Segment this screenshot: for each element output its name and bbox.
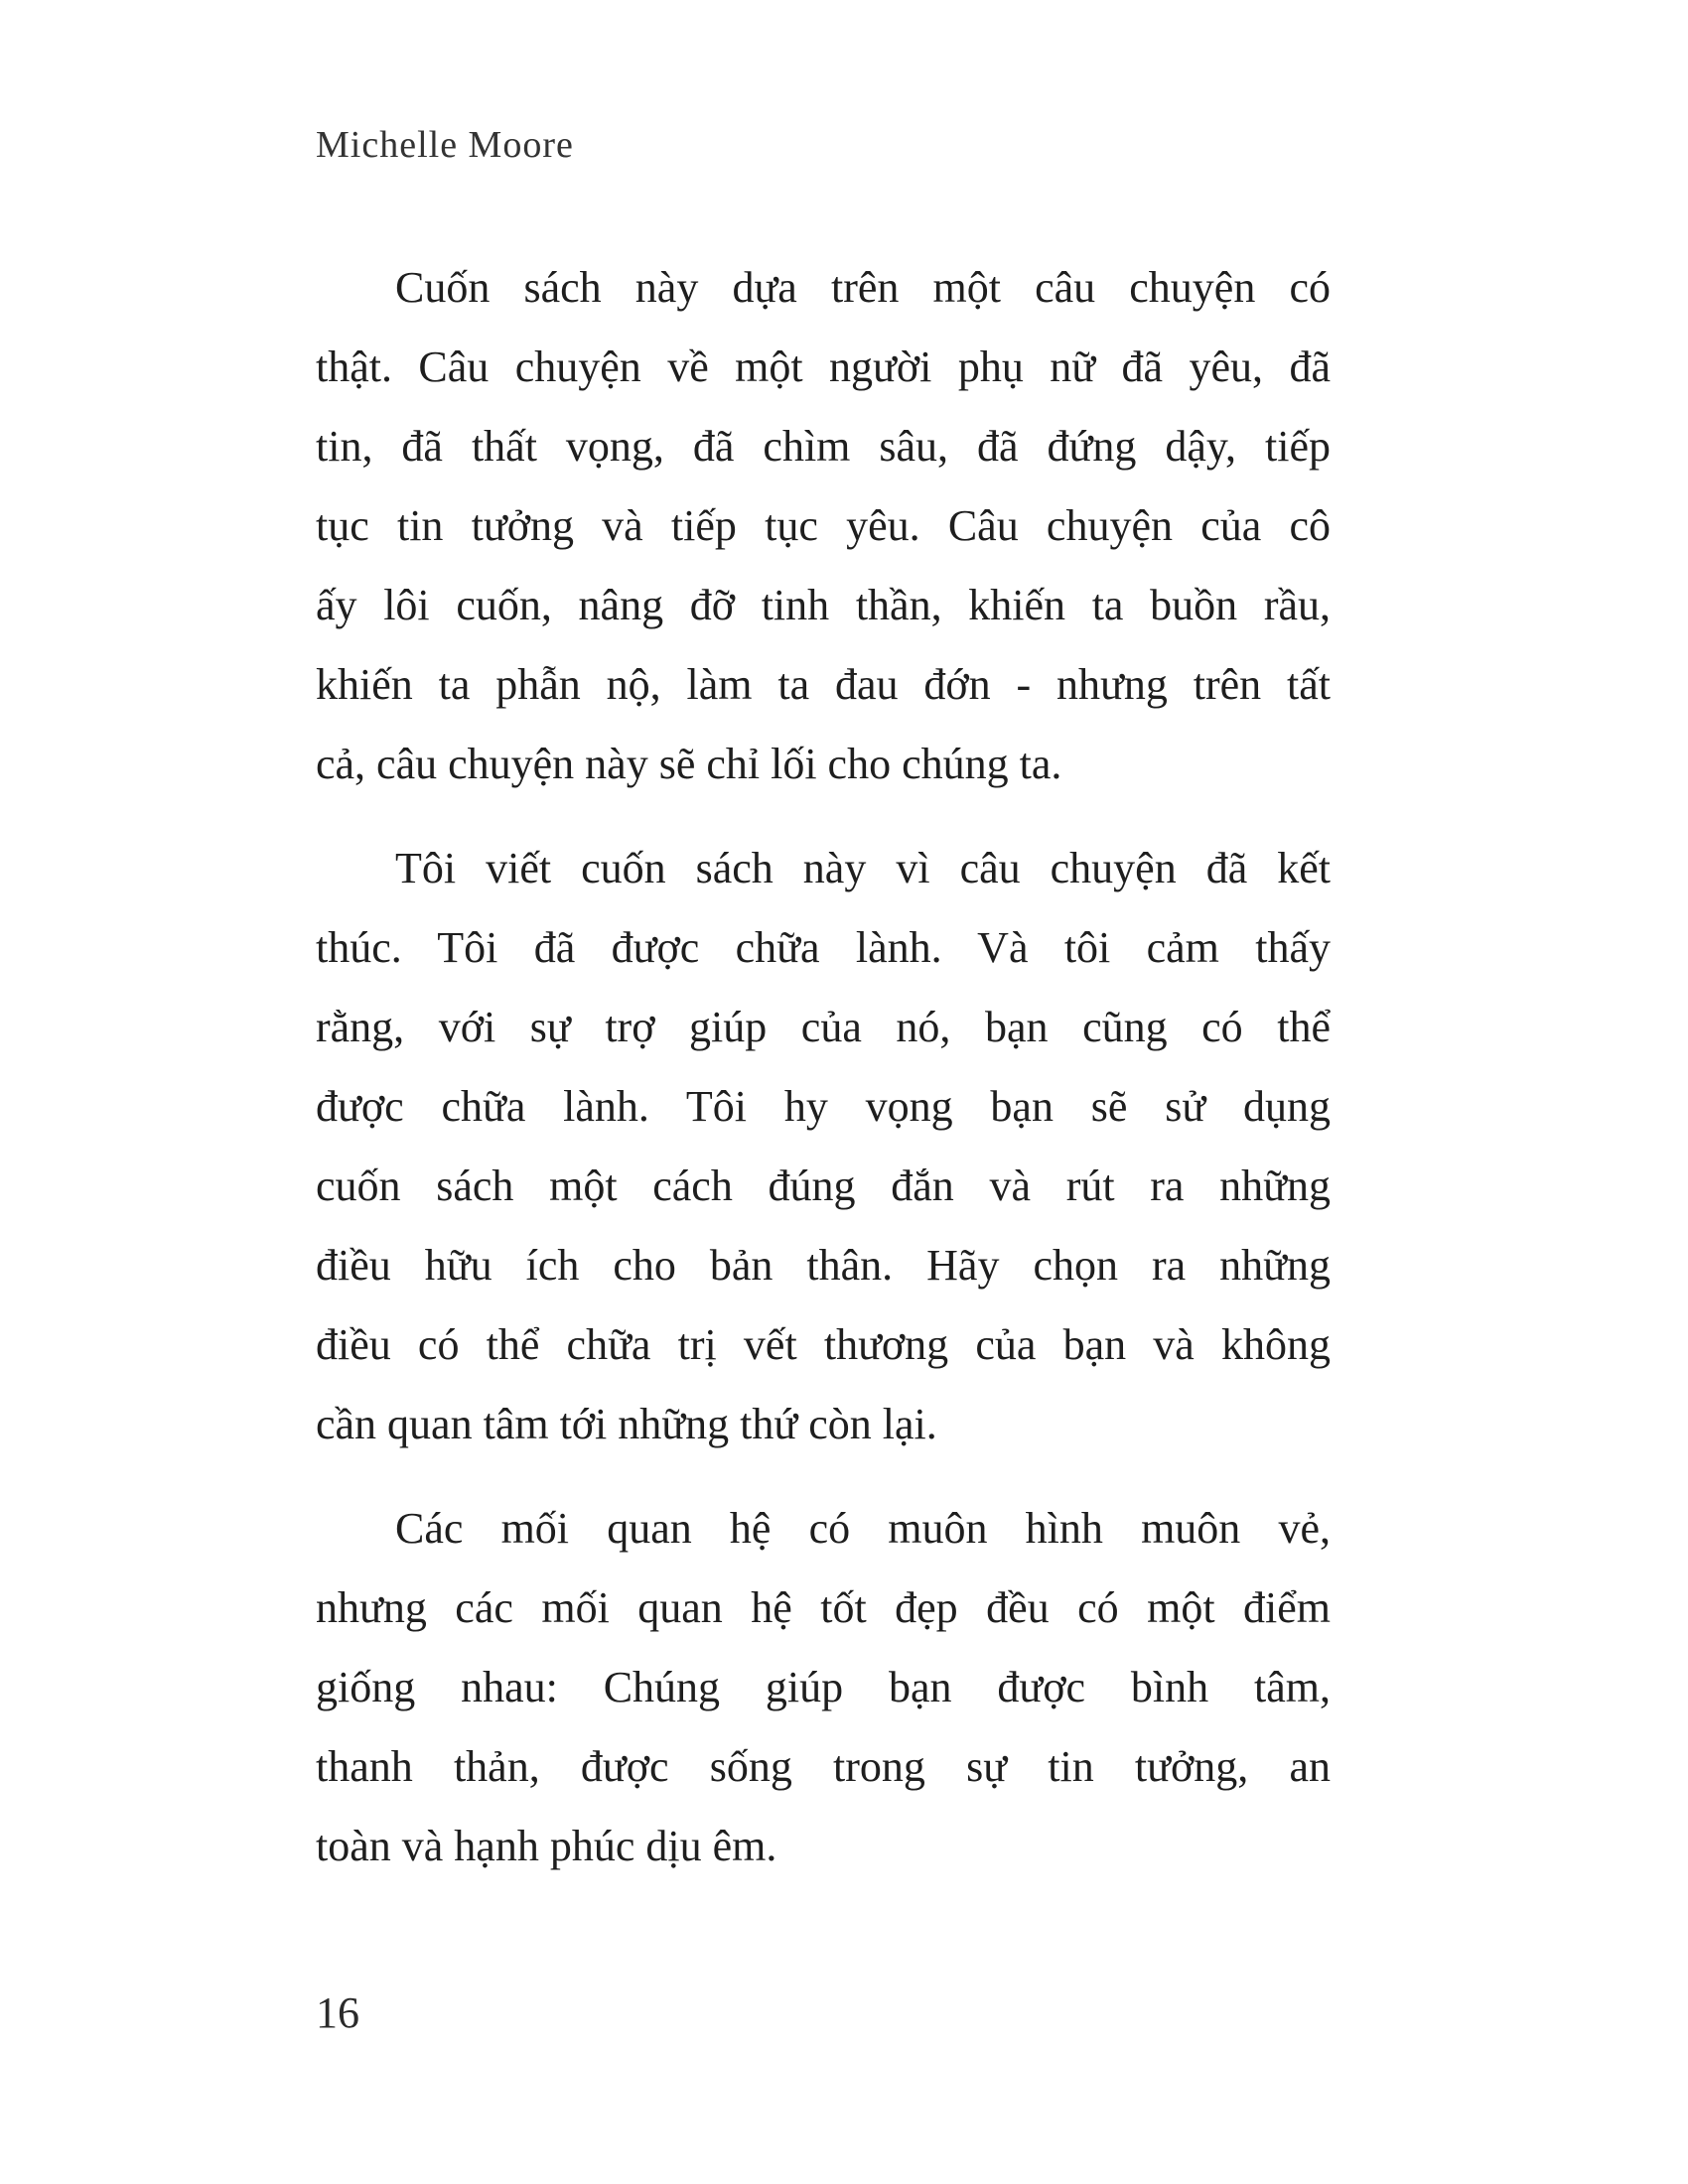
text-line: thanh thản, được sống trong sự tin tưởng, an <box>316 1742 1331 1791</box>
text-line: giống nhau: Chúng giúp bạn được bình tâm, <box>316 1663 1331 1711</box>
text-line: thúc. Tôi đã được chữa lành. Và tôi cảm thấy <box>316 923 1331 972</box>
paragraph <box>316 1489 1331 1886</box>
text-line: toàn và hạnh phúc dịu êm. <box>316 1822 777 1870</box>
running-header: Michelle Moore <box>316 124 574 166</box>
text-line: cần quan tâm tới những thứ còn lại. <box>316 1400 937 1448</box>
text-line: thật. Câu chuyện về một người phụ nữ đã yêu, đã <box>316 342 1331 391</box>
text-line: khiến ta phẫn nộ, làm ta đau đớn - nhưng trên tất <box>316 660 1331 709</box>
text-line: rằng, với sự trợ giúp của nó, bạn cũng có thể <box>316 1003 1331 1051</box>
text-line: ấy lôi cuốn, nâng đỡ tinh thần, khiến ta buồn rầu, <box>316 581 1331 629</box>
text-line: cuốn sách một cách đúng đắn và rút ra những <box>316 1161 1331 1210</box>
text-line: được chữa lành. Tôi hy vọng bạn sẽ sử dụng <box>316 1082 1331 1131</box>
text-line: Cuốn sách này dựa trên một câu chuyện có <box>395 263 1331 312</box>
text-line: tục tin tưởng và tiếp tục yêu. Câu chuyện của cô <box>316 501 1331 550</box>
paragraph <box>316 248 1331 804</box>
text-line: cả, câu chuyện này sẽ chỉ lối cho chúng ta. <box>316 740 1062 788</box>
text-line: nhưng các mối quan hệ tốt đẹp đều có một điểm <box>316 1583 1331 1632</box>
text-line: tin, đã thất vọng, đã chìm sâu, đã đứng dậy, tiếp <box>316 422 1331 471</box>
page-number: 16 <box>316 1988 359 2037</box>
text-line: Tôi viết cuốn sách này vì câu chuyện đã kết <box>395 844 1331 892</box>
text-line: điều hữu ích cho bản thân. Hãy chọn ra những <box>316 1241 1331 1290</box>
paragraph <box>316 829 1331 1464</box>
text-line: Các mối quan hệ có muôn hình muôn vẻ, <box>395 1504 1331 1553</box>
body-text <box>316 248 1331 1911</box>
text-line: điều có thể chữa trị vết thương của bạn và không <box>316 1320 1331 1369</box>
